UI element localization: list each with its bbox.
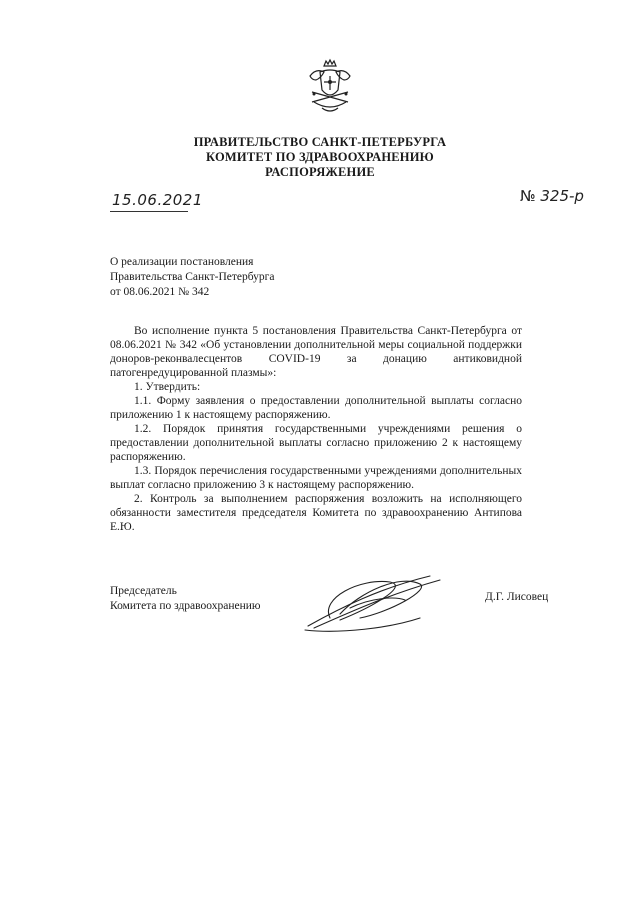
document-header xyxy=(0,135,640,180)
document-body xyxy=(110,324,522,534)
document-date: 15.06.2021 xyxy=(112,191,203,209)
document-type: РАСПОРЯЖЕНИЕ xyxy=(265,165,375,179)
signer-name: Д.Г. Лисовец xyxy=(485,591,549,603)
committee-title: КОМИТЕТ ПО ЗДРАВООХРАНЕНИЮ xyxy=(206,150,434,164)
document-number xyxy=(520,187,584,205)
handwritten-signature xyxy=(300,568,460,638)
body-item-1: 1. Утвердить: xyxy=(134,381,201,393)
coat-of-arms-icon xyxy=(302,58,358,116)
government-title: ПРАВИТЕЛЬСТВО САНКТ-ПЕТЕРБУРГА xyxy=(193,135,447,149)
signer-title-line-2: Комитета по здравоохранению xyxy=(110,600,261,612)
date-underline xyxy=(110,211,188,212)
number-value: 325-р xyxy=(540,187,584,205)
signer-position xyxy=(110,584,260,614)
subject-line-3: от 08.06.2021 № 342 xyxy=(110,286,210,298)
body-item-1-3: 1.3. Порядок перечисления государственными учреждениями дополнительных выплат согласно приложению 3 к настоящему распоряжению. xyxy=(110,465,522,491)
body-item-1-1: 1.1. Форму заявления о предоставлении дополнительной выплаты согласно приложению 1 к настоящему распоряжению. xyxy=(110,395,522,421)
number-prefix: № xyxy=(520,187,536,205)
body-item-2: 2. Контроль за выполнением распоряжения возложить на исполняющего обязанности заместителя председателя Комитета по здравоохранению Антипова Е.Ю. xyxy=(110,493,522,533)
document-subject xyxy=(110,255,275,300)
body-item-1-2: 1.2. Порядок принятия государственными учреждениями решения о предоставлении дополнительной выплаты согласно приложению 2 к настоящему распоряжению. xyxy=(110,423,522,463)
subject-line-1: О реализации постановления xyxy=(110,256,254,268)
signer-title-line-1: Председатель xyxy=(110,585,177,597)
body-preamble: Во исполнение пункта 5 постановления Правительства Санкт-Петербурга от 08.06.2021 № 342 «Об установлении дополнительной меры социальной поддержки доноров-реконвалесцентов COVID-19 за донацию антиковидной патогенредуцированной плазмы»: xyxy=(110,325,522,379)
subject-line-2: Правительства Санкт-Петербурга xyxy=(110,271,275,283)
